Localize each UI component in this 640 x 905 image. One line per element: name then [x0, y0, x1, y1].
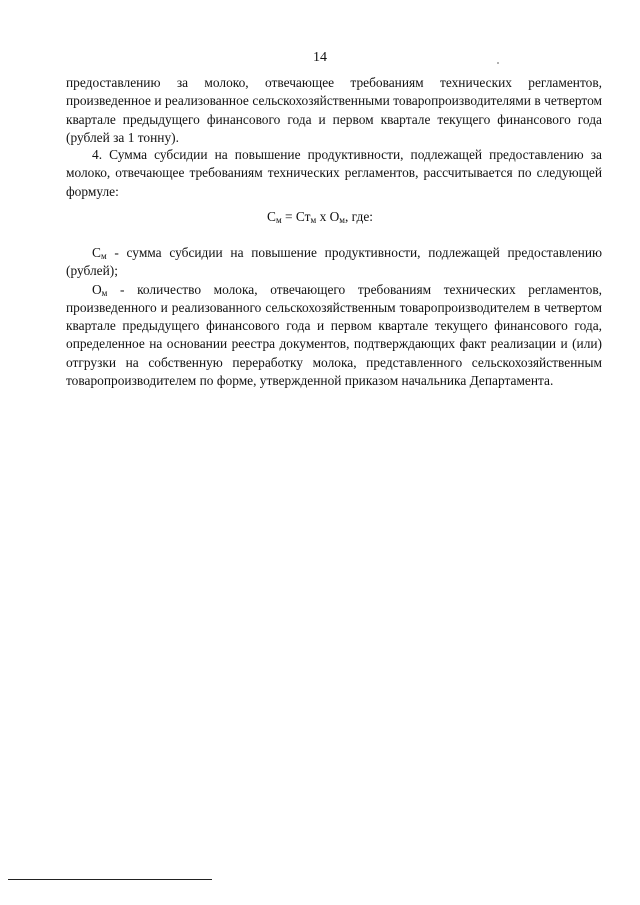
definition-symbol-subscript: м: [100, 251, 107, 261]
definition-text: - количество молока, отвечающего требованиям технических регламентов, произведенного и реализованного сельскохозяйственным товаропроизводителем в четвертом квартале предыдущего финансового года и первом квартале текущего финансового года, определенное на основании реестра документов, подтверждающих факт реализации и (или) отгрузки на собственную переработку молока, представленного сельскохозяйственным товаропроизводителем по форме, утвержденной приказом начальника Департамента.: [66, 281, 602, 389]
footnote-rule: [8, 879, 212, 880]
definition-symbol: О: [92, 281, 102, 297]
continuation-paragraph: предоставлению за молоко, отвечающее требованиям технических регламентов, произведенное и реализованное сельскохозяйственными товаропроизводителями в четвертом квартале предыдущего финансового года и первом квартале текущего финансового года (рублей за 1 тонну).: [66, 75, 602, 145]
definition-sum: [66, 244, 602, 281]
paragraph-4: 4. Сумма субсидии на повышение продуктивности, подлежащей предоставлению за молоко, отвечающее требованиям технических регламентов, рассчитывается по следующей формуле:: [66, 147, 602, 199]
formula-rate: = Ст: [281, 209, 311, 224]
definitions: [66, 244, 602, 390]
formula-volume-subscript: м: [339, 215, 345, 225]
definition-text: - сумма субсидии на повышение продуктивности, подлежащей предоставлению (рублей);: [66, 245, 602, 279]
definition-volume: [66, 281, 602, 391]
formula-tail: , где:: [344, 209, 373, 224]
formula-lhs: С: [267, 209, 276, 224]
formula-volume: х О: [316, 209, 340, 224]
page-number: 14: [313, 50, 327, 65]
definition-symbol: С: [92, 245, 101, 260]
formula-rate-subscript: м: [310, 215, 317, 225]
scan-speck: [497, 62, 499, 64]
formula-lhs-subscript: м: [275, 215, 282, 225]
definition-symbol-subscript: м: [101, 287, 108, 298]
formula: [0, 208, 640, 226]
